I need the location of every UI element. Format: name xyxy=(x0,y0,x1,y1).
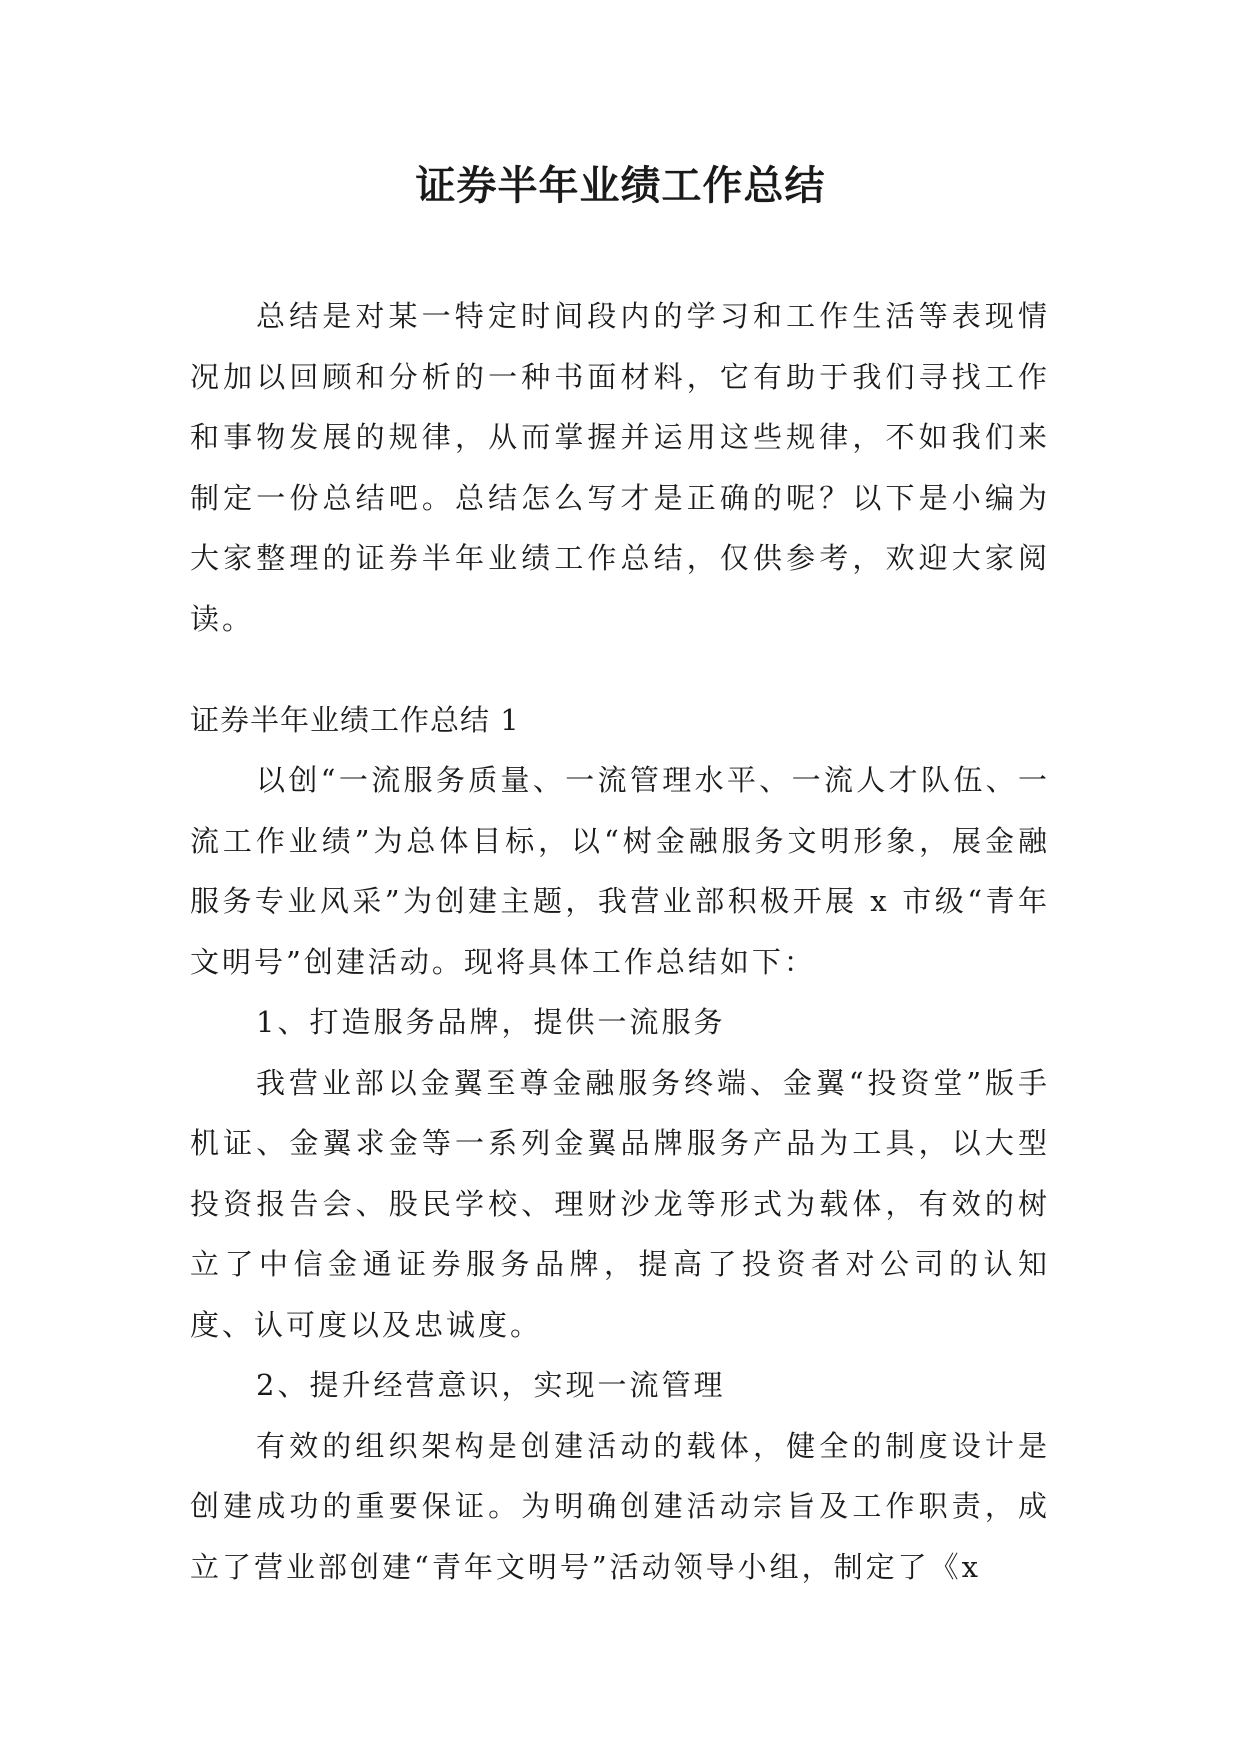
heading-management: 2、提升经营意识，实现一流管理 xyxy=(256,1368,726,1402)
paragraph-goal: 以创“一流服务质量、一流管理水平、一流人才队伍、一流工作业绩”为总体目标，以“树金融服务文明形象，展金融服务专业风采”为创建主题，我营业部积极开展 x 市级“青年文明号”创建活动。现将具体工作总结如下： xyxy=(190,763,1050,979)
intro-paragraph: 总结是对某一特定时间段内的学习和工作生活等表现情况加以回顾和分析的一种书面材料，它有助于我们寻找工作和事物发展的规律，从而掌握并运用这些规律，不如我们来制定一份总结吧。总结怎么写才是正确的呢？以下是小编为大家整理的证券半年业绩工作总结，仅供参考，欢迎大家阅读。 xyxy=(190,299,1050,636)
section-body xyxy=(190,750,1050,1597)
section-title: 证券半年业绩工作总结 1 xyxy=(190,703,520,737)
paragraph-service-brand: 我营业部以金翼至尊金融服务终端、金翼“投资堂”版手机证、金翼求金等一系列金翼品牌服务产品为工具，以大型投资报告会、股民学校、理财沙龙等形式为载体，有效的树立了中信金通证券服务品牌，提高了投资者对公司的认知度、认可度以及忠诚度。 xyxy=(190,1065,1050,1342)
document-title: 证券半年业绩工作总结 xyxy=(415,163,826,209)
paragraph-management: 有效的组织架构是创建活动的载体，健全的制度设计是创建成功的重要保证。为明确创建活动宗旨及工作职责，成立了营业部创建“青年文明号”活动领导小组，制定了《x xyxy=(190,1428,1050,1584)
heading-service-brand: 1、打造服务品牌，提供一流服务 xyxy=(256,1005,726,1039)
